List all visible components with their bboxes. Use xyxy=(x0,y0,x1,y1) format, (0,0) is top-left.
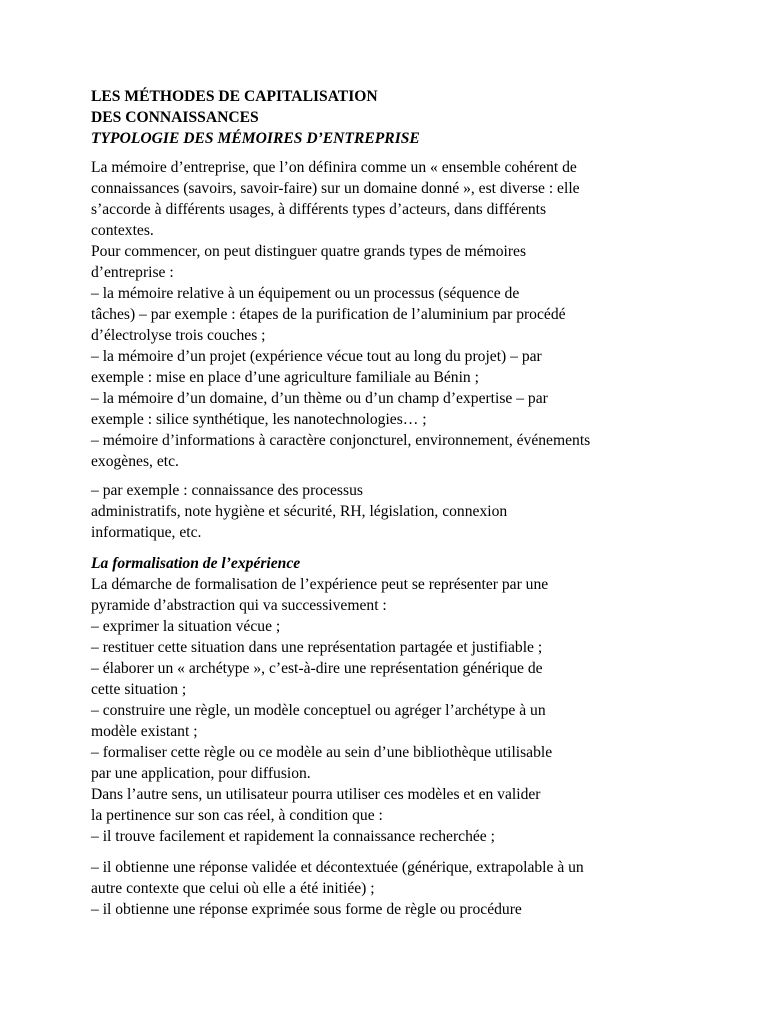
text-line: administratifs, note hygiène et sécurité, RH, législation, connexion xyxy=(91,503,508,520)
text-line: autre contexte que celui où elle a été initiée) ; xyxy=(91,880,375,897)
list-item: – il trouve facilement et rapidement la connaissance recherchée ; xyxy=(91,828,495,845)
list-item: – formaliser cette règle ou ce modèle au sein d’une bibliothèque utilisable xyxy=(91,744,553,761)
section-memory-types xyxy=(91,157,708,472)
spacer xyxy=(91,543,708,553)
text-line: Pour commencer, on peut distinguer quatre grands types de mémoires xyxy=(91,243,527,260)
title-line-3: TYPOLOGIE DES MÉMOIRES D’ENTREPRISE xyxy=(91,130,420,147)
list-item: – par exemple : connaissance des processus xyxy=(91,482,363,499)
text-line: tâches) – par exemple : étapes de la purification de l’aluminium par procédé xyxy=(91,306,566,323)
section-formalisation xyxy=(91,553,708,847)
text-line: d’entreprise : xyxy=(91,264,174,281)
text-line: la pertinence sur son cas réel, à condition que : xyxy=(91,807,383,824)
list-item: – la mémoire d’un projet (expérience vécue tout au long du projet) – par xyxy=(91,348,542,365)
title-line-2: DES CONNAISSANCES xyxy=(91,109,259,126)
list-item: – élaborer un « archétype », c’est-à-dire une représentation générique de xyxy=(91,660,543,677)
text-line: La démarche de formalisation de l’expérience peut se représenter par une xyxy=(91,576,549,593)
list-item: – mémoire d’informations à caractère conjoncturel, environnement, événements xyxy=(91,432,591,449)
list-item: – il obtienne une réponse validée et décontextuée (générique, extrapolable à un xyxy=(91,859,584,876)
list-item: – il obtienne une réponse exprimée sous forme de règle ou procédure xyxy=(91,901,522,918)
text-line: La mémoire d’entreprise, que l’on définira comme un « ensemble cohérent de xyxy=(91,159,577,176)
text-line: s’accorde à différents usages, à différents types d’acteurs, dans différents xyxy=(91,201,547,218)
spacer xyxy=(91,149,708,157)
spacer xyxy=(91,847,708,857)
list-item: – exprimer la situation vécue ; xyxy=(91,618,281,635)
text-line: par une application, pour diffusion. xyxy=(91,765,311,782)
list-item: – construire une règle, un modèle conceptuel ou agréger l’archétype à un xyxy=(91,702,546,719)
list-item: – restituer cette situation dans une représentation partagée et justifiable ; xyxy=(91,639,543,656)
text-line: cette situation ; xyxy=(91,681,187,698)
section-example xyxy=(91,480,708,543)
text-line: exogènes, etc. xyxy=(91,453,179,470)
text-line: d’électrolyse trois couches ; xyxy=(91,327,266,344)
spacer xyxy=(91,472,708,480)
text-line: pyramide d’abstraction qui va successivement : xyxy=(91,597,387,614)
text-line: informatique, etc. xyxy=(91,524,202,541)
text-line: exemple : mise en place d’une agriculture familiale au Bénin ; xyxy=(91,369,479,386)
section-conditions xyxy=(91,857,708,920)
text-line: exemple : silice synthétique, les nanotechnologies… ; xyxy=(91,411,427,428)
text-line: contextes. xyxy=(91,222,154,239)
text-line: connaissances (savoirs, savoir-faire) sur un domaine donné », est diverse : elle xyxy=(91,180,580,197)
text-line: modèle existant ; xyxy=(91,723,198,740)
list-item: – la mémoire d’un domaine, d’un thème ou d’un champ d’expertise – par xyxy=(91,390,548,407)
list-item: – la mémoire relative à un équipement ou un processus (séquence de xyxy=(91,285,520,302)
text-line: Dans l’autre sens, un utilisateur pourra utiliser ces modèles et en valider xyxy=(91,786,541,803)
section-subtitle: La formalisation de l’expérience xyxy=(91,555,301,572)
title-line-1: LES MÉTHODES DE CAPITALISATION xyxy=(91,88,378,105)
